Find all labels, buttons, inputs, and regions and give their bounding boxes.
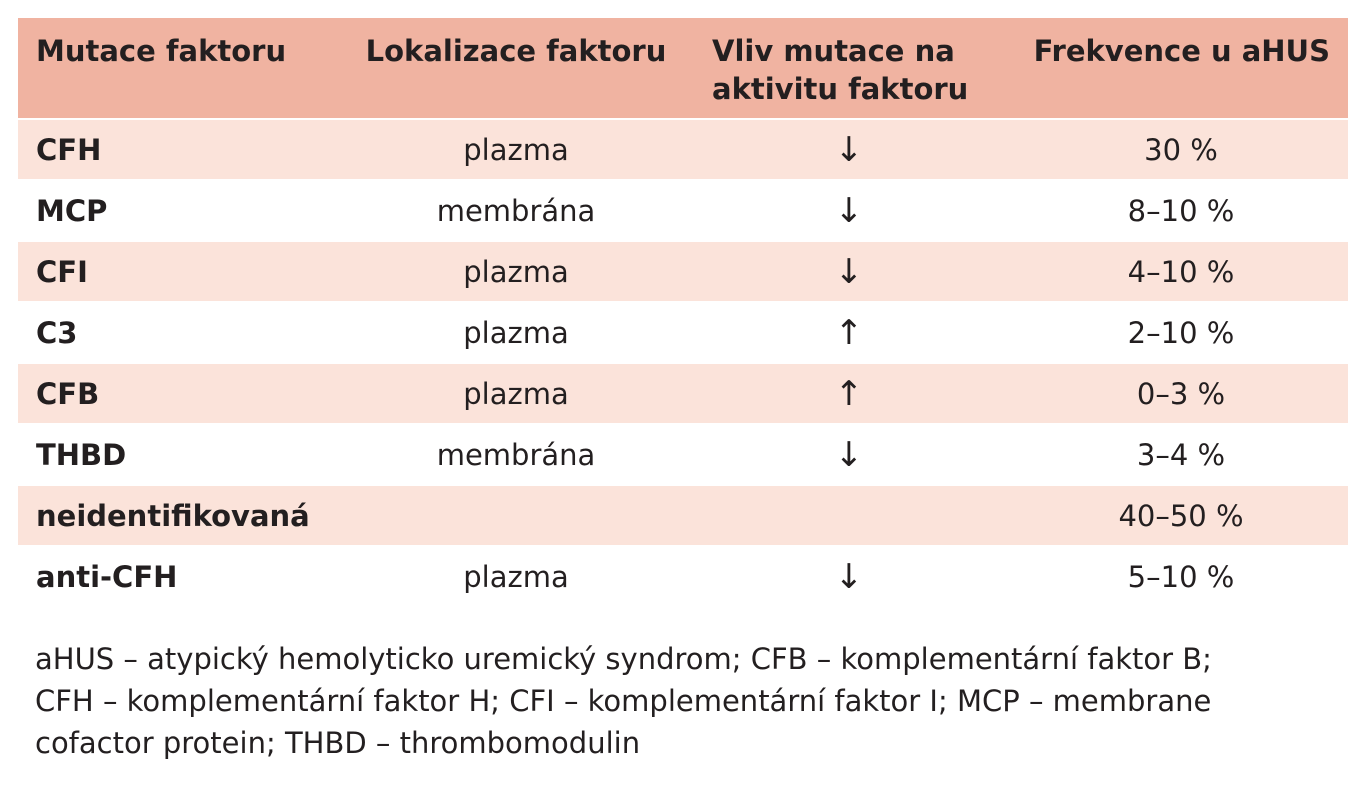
table-row bbox=[18, 364, 1348, 425]
data-table bbox=[18, 18, 1348, 608]
header-location: Lokalizace faktoru bbox=[365, 34, 667, 68]
header-effect bbox=[684, 18, 1014, 108]
cell-location: membrána bbox=[436, 193, 596, 228]
table-row bbox=[18, 425, 1348, 486]
cell-effect-arrow: ↓ bbox=[834, 251, 864, 292]
cell-frequency: 8–10 % bbox=[1127, 193, 1235, 228]
cell-frequency: 5–10 % bbox=[1127, 559, 1235, 594]
cell-location: membrána bbox=[436, 437, 596, 472]
footnote-line-1: aHUS – atypický hemolyticko uremický syndrom; CFB – komplementární faktor B; bbox=[35, 642, 1212, 676]
cell-frequency: 30 % bbox=[1144, 132, 1218, 167]
cell-effect-arrow: ↓ bbox=[834, 434, 864, 475]
table-row bbox=[18, 303, 1348, 364]
cell-effect-arrow: ↑ bbox=[834, 312, 864, 353]
cell-mutation: neidentifikovaná bbox=[36, 498, 310, 533]
cell-effect-arrow: ↓ bbox=[834, 129, 864, 170]
cell-mutation: CFH bbox=[36, 132, 102, 167]
header-effect-line-2: aktivitu faktoru bbox=[712, 72, 969, 106]
cell-frequency: 4–10 % bbox=[1127, 254, 1235, 289]
cell-frequency: 40–50 % bbox=[1118, 498, 1244, 533]
header-mutation: Mutace faktoru bbox=[36, 34, 287, 68]
cell-frequency: 0–3 % bbox=[1136, 376, 1226, 411]
table-row bbox=[18, 547, 1348, 608]
cell-location: plazma bbox=[463, 315, 569, 350]
table-row bbox=[18, 120, 1348, 181]
cell-location: plazma bbox=[463, 376, 569, 411]
cell-location: plazma bbox=[463, 559, 569, 594]
table-row bbox=[18, 181, 1348, 242]
table-row bbox=[18, 242, 1348, 303]
cell-mutation: C3 bbox=[36, 315, 78, 350]
cell-mutation: THBD bbox=[36, 437, 127, 472]
cell-location: plazma bbox=[463, 254, 569, 289]
cell-effect-arrow: ↓ bbox=[834, 190, 864, 231]
header-frequency: Frekvence u aHUS bbox=[1033, 34, 1330, 68]
header-effect-line-1: Vliv mutace na bbox=[712, 34, 955, 68]
table-row bbox=[18, 486, 1348, 547]
footnote-line-2: CFH – komplementární faktor H; CFI – komplementární faktor I; MCP – membrane bbox=[35, 684, 1212, 718]
cell-mutation: anti-CFH bbox=[36, 559, 178, 594]
cell-frequency: 3–4 % bbox=[1136, 437, 1226, 472]
footnote-line-3: cofactor protein; THBD – thrombomodulin bbox=[35, 726, 641, 760]
cell-mutation: CFB bbox=[36, 376, 100, 411]
table-footnote bbox=[35, 638, 1335, 764]
cell-location: plazma bbox=[463, 132, 569, 167]
table-header-row bbox=[18, 18, 1348, 120]
cell-mutation: CFI bbox=[36, 254, 88, 289]
cell-mutation: MCP bbox=[36, 193, 108, 228]
cell-effect-arrow: ↓ bbox=[834, 556, 864, 597]
cell-effect-arrow: ↑ bbox=[834, 373, 864, 414]
cell-frequency: 2–10 % bbox=[1127, 315, 1235, 350]
